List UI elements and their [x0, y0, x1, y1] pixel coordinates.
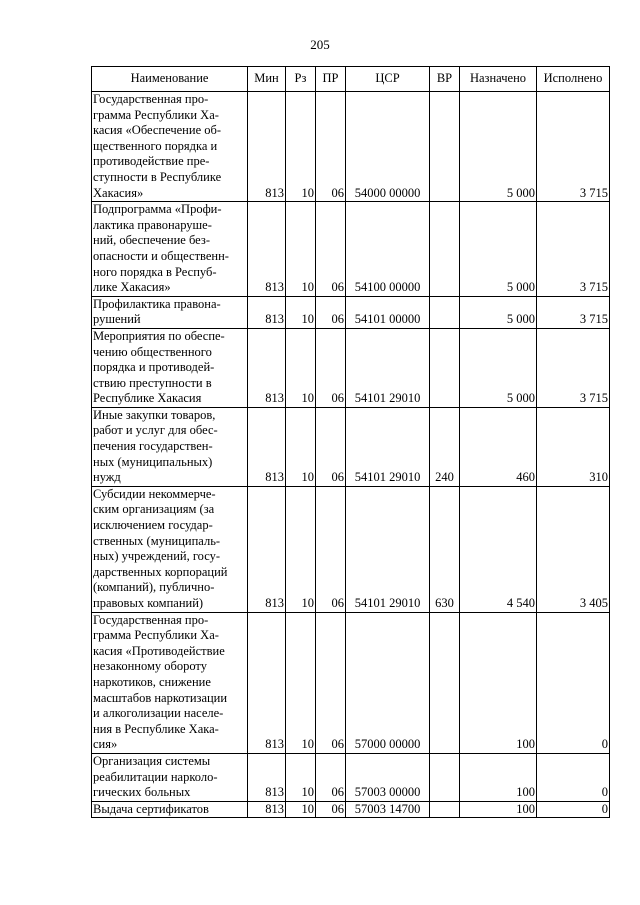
row-executed: 3 715: [537, 328, 610, 407]
row-name: Подпрограмма «Профи- лактика правонаруше- ний, обеспечение без- опасности и общественн- ного порядка в Респуб- лике Хакасия»: [92, 202, 248, 297]
row-min: 813: [248, 801, 286, 818]
row-min: 813: [248, 486, 286, 612]
row-name: Иные закупки товаров, работ и услуг для обес- печения государствен- ных (муниципальных) нужд: [92, 407, 248, 486]
header-row: [92, 67, 610, 92]
row-pr: 06: [316, 202, 346, 297]
row-pr: 06: [316, 612, 346, 753]
row-pr: 06: [316, 801, 346, 818]
header-vr: ВР: [430, 67, 460, 92]
row-rz: 10: [286, 296, 316, 328]
row-min: 813: [248, 328, 286, 407]
row-assigned: 100: [460, 801, 537, 818]
header-executed: Исполнено: [537, 67, 610, 92]
row-vr: 240: [430, 407, 460, 486]
row-pr: 06: [316, 296, 346, 328]
row-min: 813: [248, 296, 286, 328]
header-name: Наименование: [92, 67, 248, 92]
row-csr: 54101 29010: [346, 407, 430, 486]
table-row: [92, 486, 610, 612]
row-executed: 310: [537, 407, 610, 486]
row-vr: [430, 753, 460, 801]
row-rz: 10: [286, 753, 316, 801]
row-min: 813: [248, 753, 286, 801]
row-assigned: 5 000: [460, 92, 537, 202]
row-rz: 10: [286, 612, 316, 753]
budget-table: [91, 66, 610, 818]
row-rz: 10: [286, 407, 316, 486]
row-assigned: 100: [460, 753, 537, 801]
row-name: Организация системы реабилитации нарколо- гических больных: [92, 753, 248, 801]
row-executed: 3 405: [537, 486, 610, 612]
table-row: [92, 328, 610, 407]
row-pr: 06: [316, 92, 346, 202]
row-pr: 06: [316, 328, 346, 407]
page-number: 205: [310, 37, 330, 52]
header-pr: ПР: [316, 67, 346, 92]
row-vr: [430, 92, 460, 202]
row-vr: [430, 202, 460, 297]
table-row: [92, 753, 610, 801]
row-csr: 54100 00000: [346, 202, 430, 297]
row-min: 813: [248, 612, 286, 753]
row-csr: 54101 29010: [346, 486, 430, 612]
table-row: [92, 612, 610, 753]
header-min: Мин: [248, 67, 286, 92]
row-rz: 10: [286, 92, 316, 202]
row-vr: [430, 801, 460, 818]
table-row: [92, 407, 610, 486]
row-csr: 54000 00000: [346, 92, 430, 202]
row-csr: 57003 00000: [346, 753, 430, 801]
row-name: Субсидии некоммерче- ским организациям (за исключением государ- ственных (муниципаль- ных) учреждений, госу- дарственных корпораций (компаний), публично- правовых компаний): [92, 486, 248, 612]
row-pr: 06: [316, 753, 346, 801]
row-executed: 0: [537, 801, 610, 818]
row-assigned: 460: [460, 407, 537, 486]
row-rz: 10: [286, 801, 316, 818]
row-vr: [430, 296, 460, 328]
row-name: Профилактика правона- рушений: [92, 296, 248, 328]
row-executed: 3 715: [537, 92, 610, 202]
row-pr: 06: [316, 486, 346, 612]
row-executed: 0: [537, 753, 610, 801]
header-csr: ЦСР: [346, 67, 430, 92]
row-assigned: 100: [460, 612, 537, 753]
row-csr: 57003 14700: [346, 801, 430, 818]
row-assigned: 5 000: [460, 296, 537, 328]
row-min: 813: [248, 92, 286, 202]
row-vr: [430, 612, 460, 753]
row-name: Государственная про- грамма Республики Ха- касия «Противодействие незаконному обороту наркотиков, снижение масштабов наркотизации и алкоголизации населе- ния в Республике Хака- сия»: [92, 612, 248, 753]
row-pr: 06: [316, 407, 346, 486]
table-row: [92, 296, 610, 328]
row-assigned: 5 000: [460, 202, 537, 297]
row-executed: 3 715: [537, 202, 610, 297]
row-name: Выдача сертификатов: [92, 801, 248, 818]
header-assigned: Назначено: [460, 67, 537, 92]
row-rz: 10: [286, 202, 316, 297]
row-assigned: 5 000: [460, 328, 537, 407]
table-row: [92, 202, 610, 297]
row-csr: 57000 00000: [346, 612, 430, 753]
row-rz: 10: [286, 328, 316, 407]
header-rz: Рз: [286, 67, 316, 92]
row-csr: 54101 29010: [346, 328, 430, 407]
row-vr: 630: [430, 486, 460, 612]
row-name: Государственная про- грамма Республики Ха- касия «Обеспечение об- щественного порядка и противодействие пре- ступности в Республике Хакасия»: [92, 92, 248, 202]
row-min: 813: [248, 202, 286, 297]
row-csr: 54101 00000: [346, 296, 430, 328]
row-executed: 0: [537, 612, 610, 753]
row-vr: [430, 328, 460, 407]
table-row: [92, 92, 610, 202]
row-rz: 10: [286, 486, 316, 612]
row-executed: 3 715: [537, 296, 610, 328]
table-row: [92, 801, 610, 818]
row-name: Мероприятия по обеспе- чению общественного порядка и противодей- ствию преступности в Республике Хакасия: [92, 328, 248, 407]
row-min: 813: [248, 407, 286, 486]
row-assigned: 4 540: [460, 486, 537, 612]
